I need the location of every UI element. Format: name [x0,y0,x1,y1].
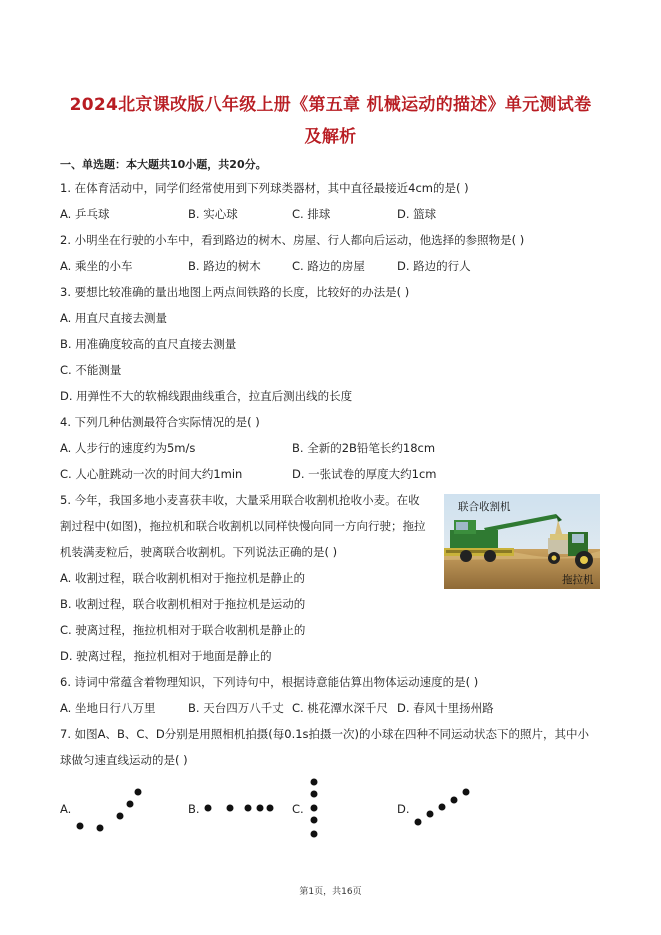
question-1-option-a[interactable]: A. 乒乓球 [60,207,110,221]
dot [439,804,446,811]
question-3-option-c[interactable]: C. 不能测量 [60,363,122,377]
question-5-option-c[interactable]: C. 驶离过程，拖拉机相对于联合收割机是静止的 [60,623,306,637]
question-7-option-a[interactable]: A. [60,802,72,816]
question-4-option-a[interactable]: A. 人步行的速度约为5m/s [60,441,196,455]
question-4-option-b[interactable]: B. 全新的2B铅笔长约18cm [292,441,436,455]
question-3-stem: 3. 要想比较准确的量出地图上两点间铁路的长度，比较好的办法是( ) [60,285,410,299]
dot [127,801,134,808]
question-5-option-a[interactable]: A. 收割过程，联合收割机相对于拖拉机是静止的 [60,571,305,585]
tractor-label: 拖拉机 [562,574,594,586]
question-1-option-d[interactable]: D. 篮球 [397,207,437,221]
question-1-option-c[interactable]: C. 排球 [292,207,331,221]
question-5-stem-line1: 5. 今年，我国多地小麦喜获丰收，大量采用联合收割机抢收小麦。在收 [60,493,420,507]
question-1-stem: 1. 在体育活动中，同学们经常使用到下列球类器材，其中直径最接近4cm的是( ) [60,181,469,195]
dot [311,791,318,798]
question-6-stem: 6. 诗词中常蕴含着物理知识，下列诗句中，根据诗意能估算出物体运动速度的是( ) [60,675,479,689]
question-3-option-a[interactable]: A. 用直尺直接去测量 [60,311,167,325]
dot [267,805,274,812]
question-2-option-d[interactable]: D. 路边的行人 [397,259,471,273]
question-7-option-d[interactable]: D. [397,802,410,816]
question-6-option-b[interactable]: B. 天台四万八千丈 [188,701,284,715]
dot [205,805,212,812]
harvester-label: 联合收割机 [458,501,511,513]
dot [311,831,318,838]
dot [245,805,252,812]
section-heading: 一、单选题：本大题共10小题，共20分。 [60,158,267,171]
dot [227,805,234,812]
question-2-option-b[interactable]: B. 路边的树木 [188,259,261,273]
dot [463,789,470,796]
question-4-option-d[interactable]: D. 一张试卷的厚度大约1cm [292,467,437,481]
question-3-option-d[interactable]: D. 用弹性不大的软棉线跟曲线重合，拉直后测出线的长度 [60,389,353,403]
question-6-option-d[interactable]: D. 春风十里扬州路 [397,701,494,715]
question-7-option-b[interactable]: B. [188,802,200,816]
question-4-option-c[interactable]: C. 人心脏跳动一次的时间大约1min [60,467,243,481]
dot [257,805,264,812]
exam-title-line1: 2024北京课改版八年级上册《第五章 机械运动的描述》单元测试卷 [69,95,592,115]
dot-photo-d [410,784,474,830]
question-5-stem-line2: 割过程中(如图)，拖拉机和联合收割机以同样快慢向同一方向行驶；拖拉 [60,519,426,533]
dot [415,819,422,826]
dot [135,789,142,796]
dot [311,817,318,824]
question-2-stem: 2. 小明坐在行驶的小车中，看到路边的树木、房屋、行人都向后运动，他选择的参照物是( ) [60,233,525,247]
question-3-option-b[interactable]: B. 用准确度较高的直尺直接去测量 [60,337,237,351]
question-6-option-a[interactable]: A. 坐地日行八万里 [60,701,156,715]
dot [311,779,318,786]
question-7-option-c[interactable]: C. [292,802,304,816]
question-2-option-c[interactable]: C. 路边的房屋 [292,259,365,273]
question-7-stem-line1: 7. 如图A、B、C、D分别是用照相机拍摄(每0.1s拍摄一次)的小球在四种不同运动状态下的照片，其中小 [60,727,590,741]
question-2-option-a[interactable]: A. 乘坐的小车 [60,259,133,273]
harvest-photo [444,494,600,589]
exam-title-line2: 及解析 [304,127,357,147]
question-5-stem-line3: 机装满麦粒后，驶离联合收割机。下列说法正确的是( ) [60,545,338,559]
dot [451,797,458,804]
question-1-option-b[interactable]: B. 实心球 [188,207,238,221]
dot-photo-a [72,782,152,834]
dot [97,825,104,832]
dot [427,811,434,818]
dot [77,823,84,830]
dot [117,813,124,820]
question-5-option-d[interactable]: D. 驶离过程，拖拉机相对于地面是静止的 [60,649,272,663]
question-4-stem: 4. 下列几种估测最符合实际情况的是( ) [60,415,260,429]
dot [311,805,318,812]
dot-photo-b [200,800,280,816]
question-5-option-b[interactable]: B. 收割过程，联合收割机相对于拖拉机是运动的 [60,597,306,611]
dot-photo-c [306,774,322,840]
question-7-stem-line2: 球做匀速直线运动的是( ) [60,753,188,767]
page-footer: 第1页，共16页 [299,887,362,897]
question-6-option-c[interactable]: C. 桃花潭水深千尺 [292,701,388,715]
